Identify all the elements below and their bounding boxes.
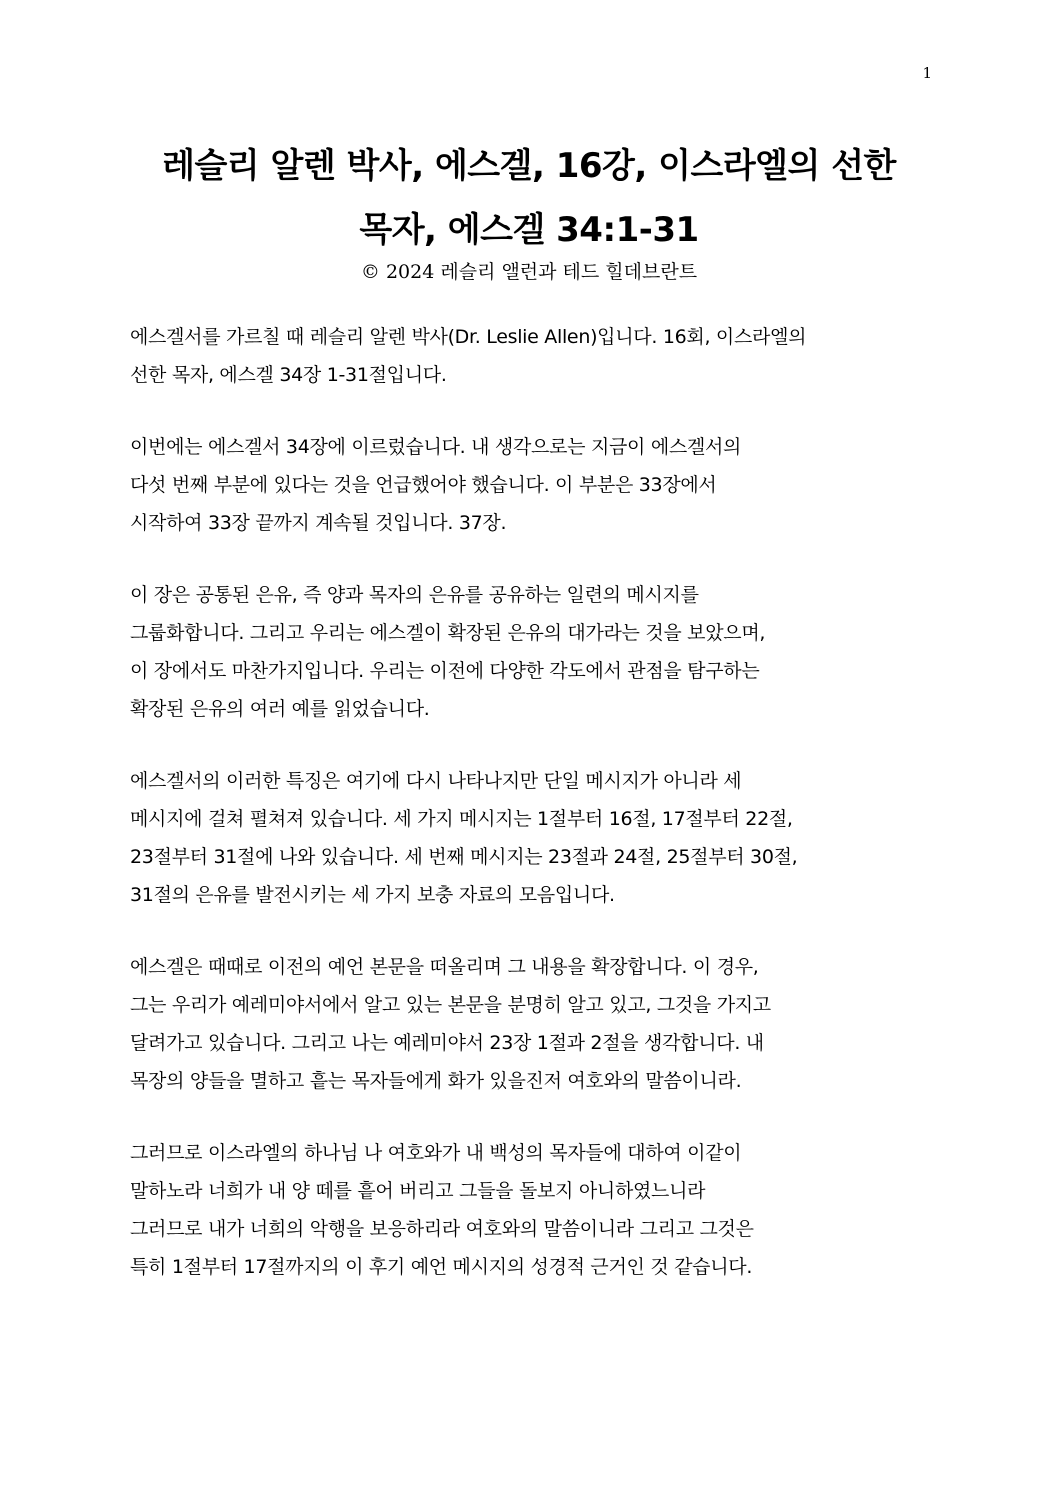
document-title-line-1: 레슬리 알렌 박사, 에스겔, 16강, 이스라엘의 선한 bbox=[162, 146, 896, 186]
paragraph-line: 달려가고 있습니다. 그리고 나는 예레미야서 23장 1절과 2절을 생각합니다. 내 bbox=[130, 1032, 764, 1054]
paragraph-5 bbox=[130, 948, 950, 1100]
paragraph-line: 이 장에서도 마찬가지입니다. 우리는 이전에 다양한 각도에서 관점을 탐구하는 bbox=[130, 660, 760, 682]
document-title-line-2: 목자, 에스겔 34:1-31 bbox=[359, 210, 699, 250]
paragraph-3 bbox=[130, 576, 950, 728]
paragraph-line: 에스겔은 때때로 이전의 예언 본문을 떠올리며 그 내용을 확장합니다. 이 경우, bbox=[130, 956, 759, 978]
paragraph-line: 이 장은 공통된 은유, 즉 양과 목자의 은유를 공유하는 일련의 메시지를 bbox=[130, 584, 699, 606]
paragraph-line: 에스겔서를 가르칠 때 레슬리 알렌 박사(Dr. Leslie Allen)입니다. 16회, 이스라엘의 bbox=[130, 326, 807, 348]
paragraph-line: 23절부터 31절에 나와 있습니다. 세 번째 메시지는 23절과 24절, 25절부터 30절, bbox=[130, 846, 798, 868]
paragraph-line: 메시지에 걸쳐 펼쳐져 있습니다. 세 가지 메시지는 1절부터 16절, 17절부터 22절, bbox=[130, 808, 793, 830]
paragraph-4 bbox=[130, 762, 950, 914]
paragraph-line: 시작하여 33장 끝까지 계속될 것입니다. 37장. bbox=[130, 512, 507, 534]
paragraph-line: 그러므로 이스라엘의 하나님 나 여호와가 내 백성의 목자들에 대하여 이같이 bbox=[130, 1142, 742, 1164]
paragraph-line: 확장된 은유의 여러 예를 읽었습니다. bbox=[130, 698, 430, 720]
page-number: 1 bbox=[922, 64, 932, 82]
paragraph-line: 말하노라 너희가 내 양 떼를 흩어 버리고 그들을 돌보지 아니하였느니라 bbox=[130, 1180, 706, 1202]
paragraph-line: 이번에는 에스겔서 34장에 이르렀습니다. 내 생각으로는 지금이 에스겔서의 bbox=[130, 436, 742, 458]
paragraph-line: 그는 우리가 예레미야서에서 알고 있는 본문을 분명히 알고 있고, 그것을 가지고 bbox=[130, 994, 771, 1016]
paragraph-line: 에스겔서의 이러한 특징은 여기에 다시 나타나지만 단일 메시지가 아니라 세 bbox=[130, 770, 742, 792]
paragraph-2 bbox=[130, 428, 950, 542]
paragraph-line: 목장의 양들을 멸하고 흩는 목자들에게 화가 있을진저 여호와의 말씀이니라. bbox=[130, 1070, 742, 1092]
paragraph-1 bbox=[130, 318, 950, 394]
paragraph-line: 특히 1절부터 17절까지의 이 후기 예언 메시지의 성경적 근거인 것 같습니다. bbox=[130, 1256, 753, 1278]
paragraph-line: 31절의 은유를 발전시키는 세 가지 보충 자료의 모음입니다. bbox=[130, 884, 615, 906]
copyright-notice: © 2024 레슬리 앨런과 테드 힐데브란트 bbox=[360, 261, 698, 283]
paragraph-line: 그룹화합니다. 그리고 우리는 에스겔이 확장된 은유의 대가라는 것을 보았으며, bbox=[130, 622, 766, 644]
paragraph-line: 다섯 번째 부분에 있다는 것을 언급했어야 했습니다. 이 부분은 33장에서 bbox=[130, 474, 717, 496]
paragraph-line: 그러므로 내가 너희의 악행을 보응하리라 여호와의 말씀이니라 그리고 그것은 bbox=[130, 1218, 754, 1240]
paragraph-6 bbox=[130, 1134, 950, 1286]
paragraph-line: 선한 목자, 에스겔 34장 1-31절입니다. bbox=[130, 364, 447, 386]
